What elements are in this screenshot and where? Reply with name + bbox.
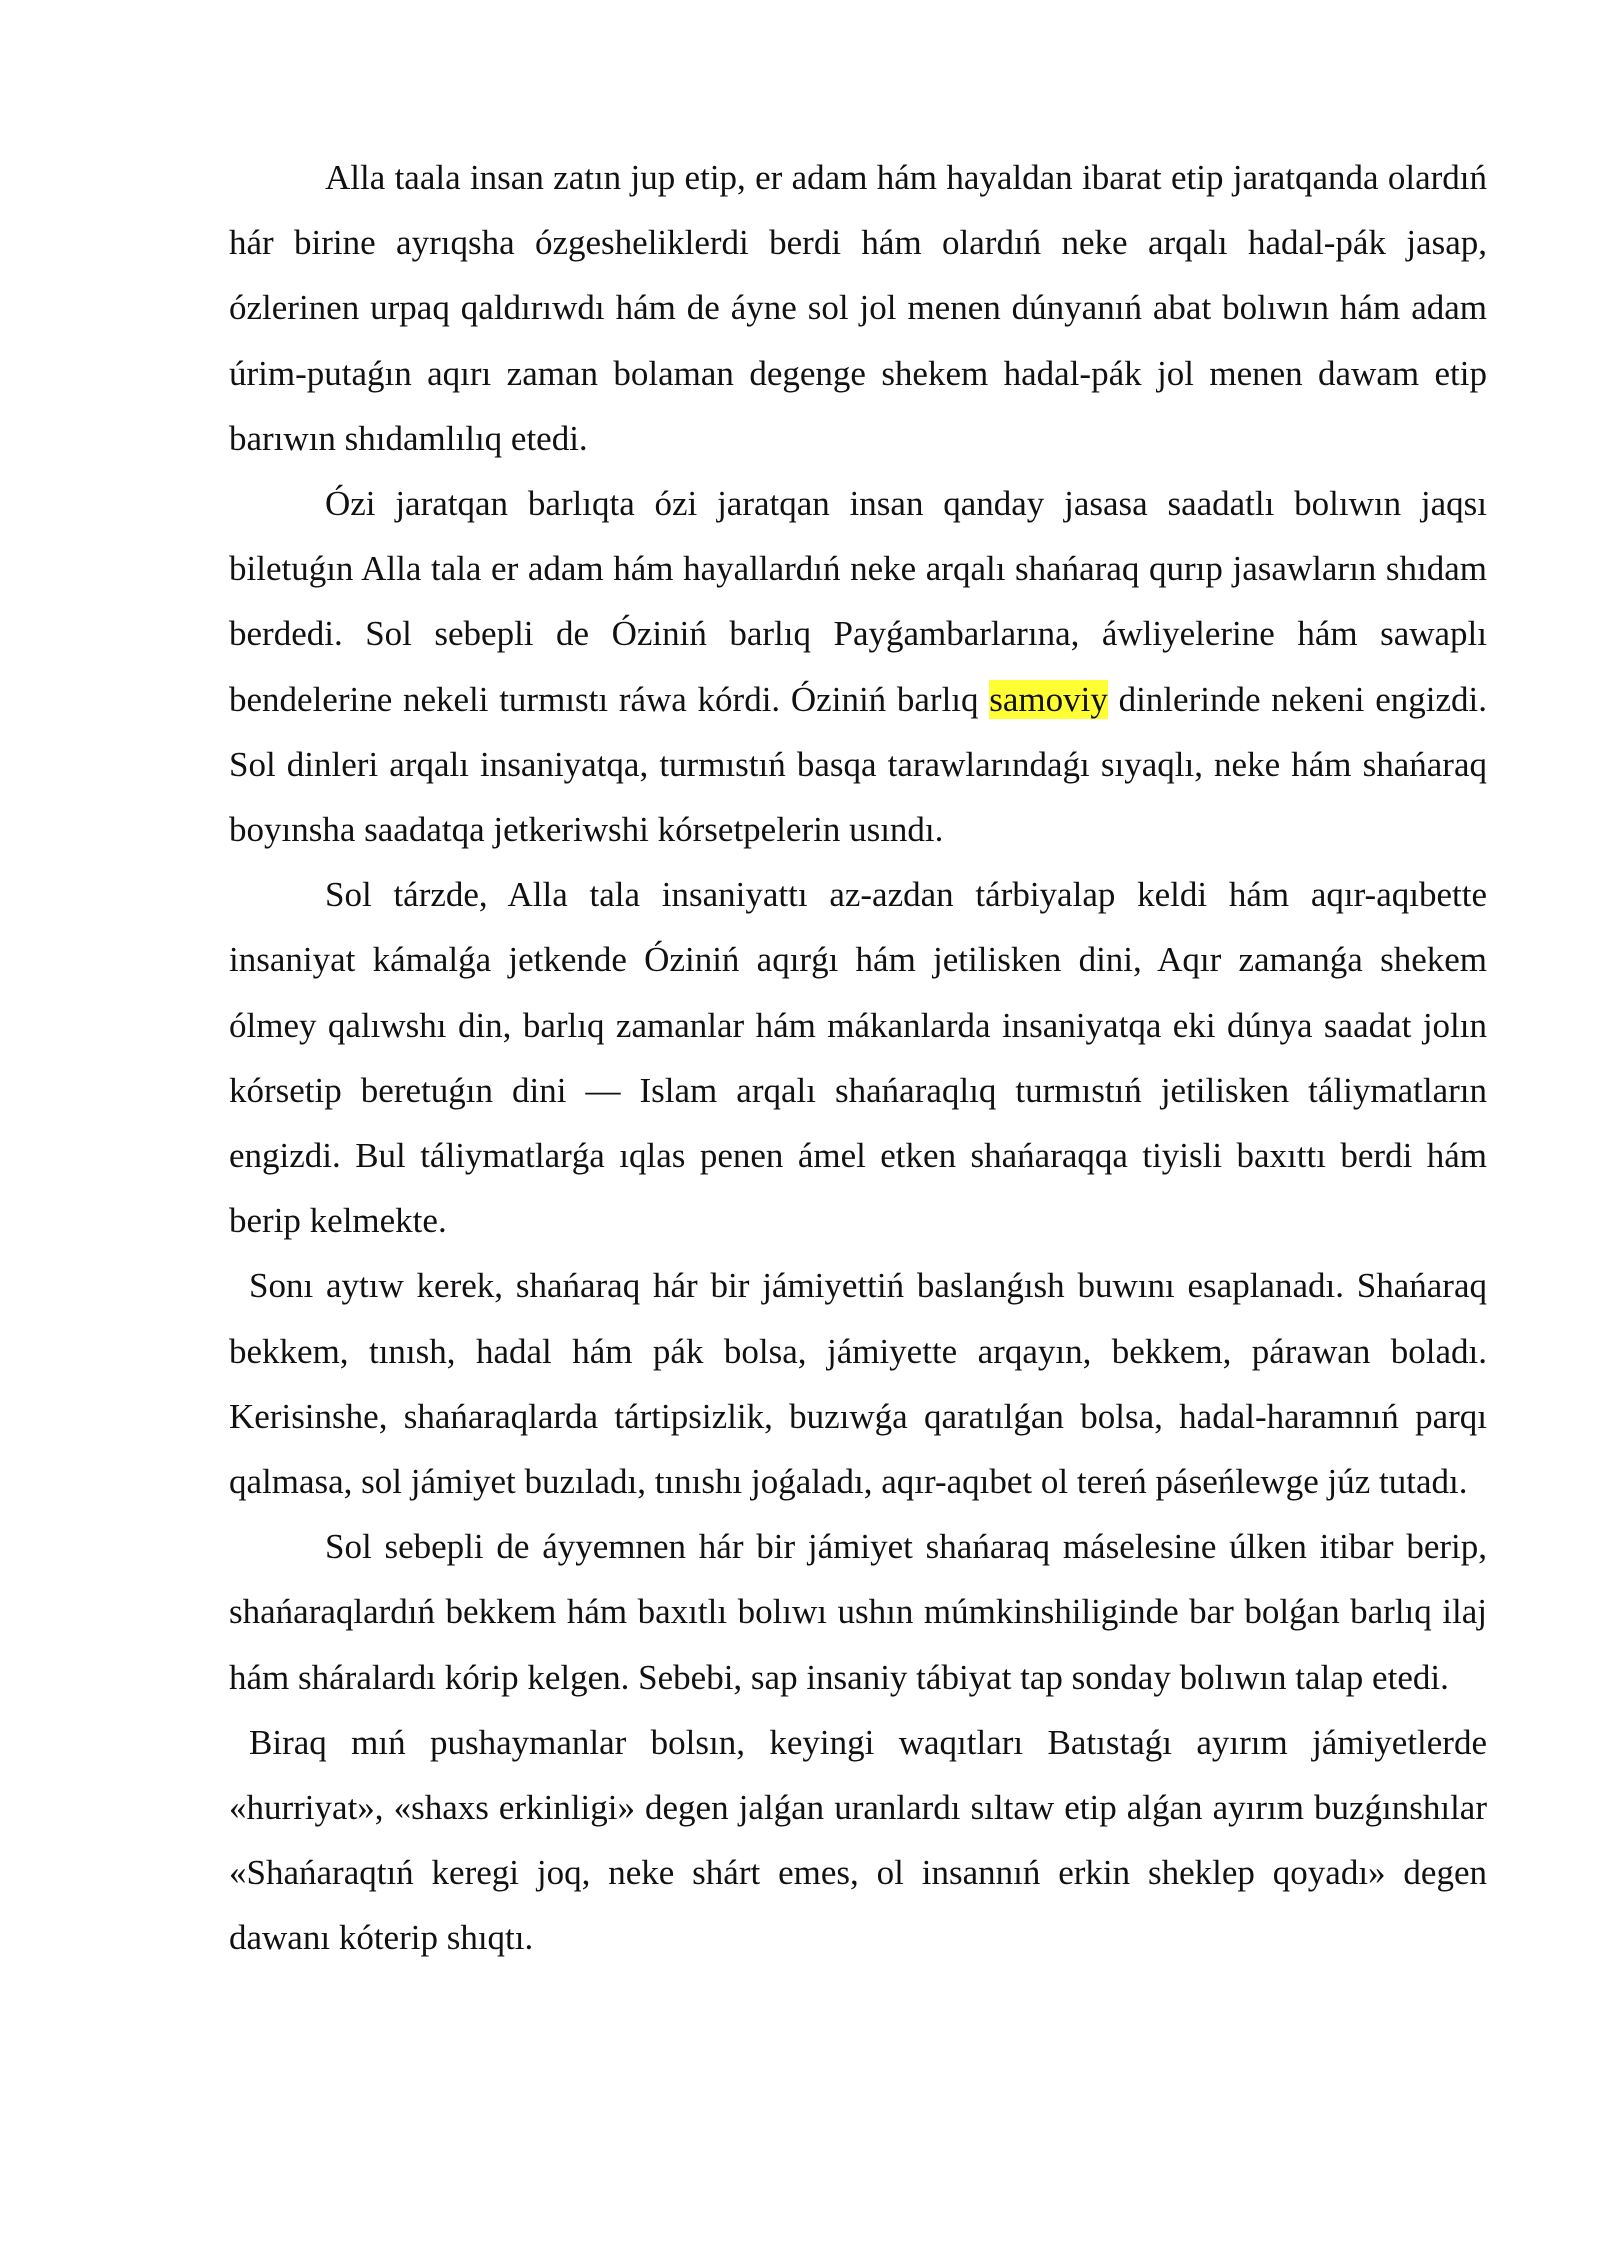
paragraph-2 bbox=[229, 471, 1487, 862]
paragraph-3: Sol tárzde, Alla tala insaniyattı az-azdan tárbiyalap keldi hám aqır-aqıbette insaniyat kámalǵa jetkende Óziniń aqırǵı hám jetilisken dini, Aqır zamanǵa shekem ólmey qalıwshı din, barlıq zamanlar hám mákanlarda insaniyatqa eki dúnya saadat jolın kórsetip beretuǵın dini — Islam arqalı shańaraqlıq turmıstıń jetilisken táliymatların engizdi. Bul táliymatlarǵa ıqlas penen ámel etken shańaraqqa tiyisli baxıttı berdi hám berip kelmekte. bbox=[229, 875, 1487, 1241]
highlighted-word: samoviy bbox=[989, 679, 1108, 719]
paragraph-2-text-before: Ózi jaratqan barlıqta ózi jaratqan insan qanday jasasa saadatlı bolıwın jaqsı biletuǵın Alla tala er adam hám hayallardıń neke arqalı shańaraq qurıp jasawların shıdam berdedi. Sol sebepli de Óziniń barlıq Payǵambarlarına, áwliyelerine hám sawaplı bendelerine nekeli turmıstı ráwa kórdi. Óziniń barlıq bbox=[229, 484, 1487, 719]
paragraph-5: Sol sebepli de áyyemnen hár bir jámiyet shańaraq máselesine úlken itibar berip, shańaraqlardıń bekkem hám baxıtlı bolıwı ushın múmkinshiliginde bar bolǵan barlıq ilaj hám sháralardı kórip kelgen. Sebebi, sap insaniy tábiyat tap sonday bolıwın talap etedi. bbox=[229, 1527, 1487, 1697]
paragraph-1: Alla taala insan zatın jup etip, er adam hám hayaldan ibarat etip jaratqanda olardıń hár birine ayrıqsha ózgesheliklerdi berdi hám olardıń neke arqalı hadal-pák jasap, ózlerinen urpaq qaldırıwdı hám de áyne sol jol menen dúnyanıń abat bolıwın hám adam úrim-putaǵın aqırı zaman bolaman degenge shekem hadal-pák jol menen dawam etip barıwın shıdamlılıq etedi. bbox=[229, 158, 1487, 458]
paragraph-6: Biraq mıń pushaymanlar bolsın, keyingi waqıtları Batıstaǵı ayırım jámiyetlerde «hurriyat», «shaxs erkinligi» degen jalǵan uranlardı sıltaw etip alǵan ayırım buzǵınshılar «Shańaraqtıń keregi joq, neke shárt emes, ol insannıń erkin sheklep qoyadı» degen dawanı kóterip shıqtı. bbox=[229, 1722, 1487, 1958]
document-page bbox=[229, 145, 1487, 1971]
paragraph-4: Sonı aytıw kerek, shańaraq hár bir jámiyettiń baslanǵısh buwını esaplanadı. Shańaraq bekkem, tınısh, hadal hám pák bolsa, jámiyette arqayın, bekkem, párawan boladı. Kerisinshe, shańaraqlarda tártipsizlik, buzıwǵa qaratılǵan bolsa, hadal-haramnıń parqı qalmasa, sol jámiyet buzıladı, tınıshı joǵaladı, aqır-aqıbet ol tereń páseńlewge júz tutadı. bbox=[229, 1266, 1487, 1502]
paragraph-2-text-after: dinlerinde nekeni engizdi. Sol dinleri arqalı insaniyatqa, turmıstıń basqa tarawlarındaǵı sıyaqlı, neke hám shańaraq boyınsha saadatqa jetkeriwshi kórsetpelerin usındı. bbox=[229, 679, 1487, 850]
